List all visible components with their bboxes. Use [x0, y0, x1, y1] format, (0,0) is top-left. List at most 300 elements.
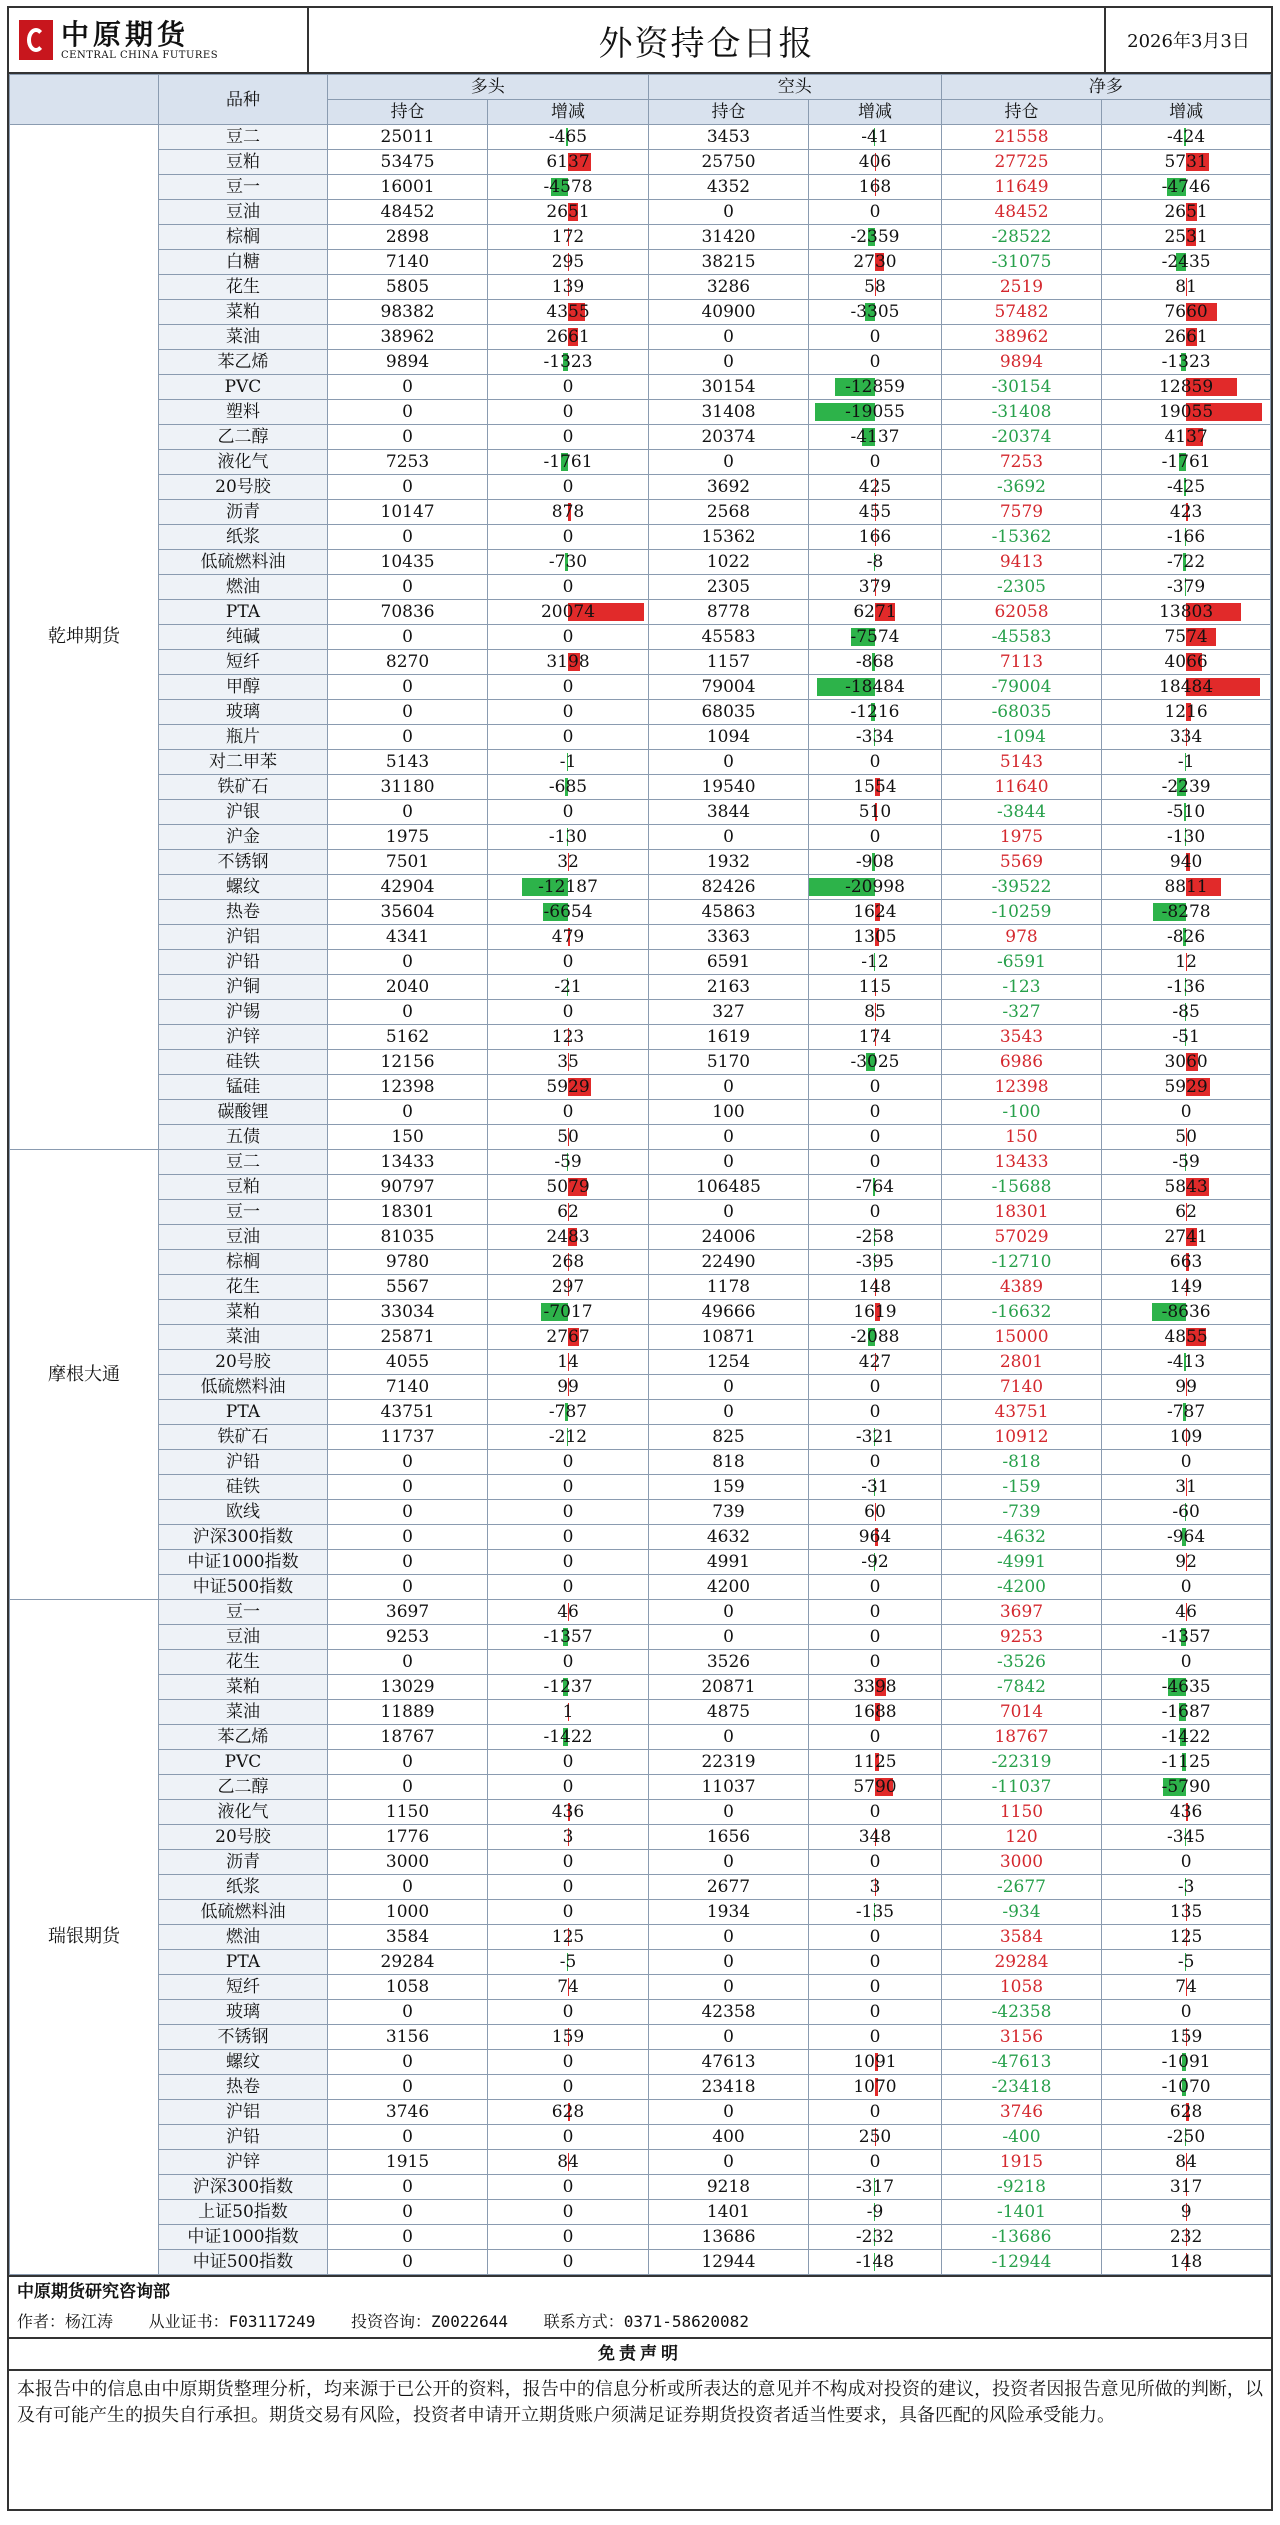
table-row [10, 950, 1271, 975]
short-position: 3286 [648, 275, 808, 300]
product-name: 花生 [159, 1275, 328, 1300]
table-row [10, 1000, 1271, 1025]
change-value: -130 [1167, 827, 1206, 847]
net-position: -739 [941, 1500, 1101, 1525]
long-change [488, 1550, 648, 1575]
change-value: 99 [557, 1377, 579, 1397]
change-value: 0 [562, 2077, 574, 2097]
product-name: 沥青 [159, 500, 328, 525]
long-position: 0 [327, 1875, 487, 1900]
short-position: 47613 [648, 2050, 808, 2075]
long-change [488, 775, 648, 800]
report-date: 2026年3月3日 [1127, 31, 1250, 52]
net-position: 4389 [941, 1275, 1101, 1300]
short-position: 0 [648, 1125, 808, 1150]
long-position: 0 [327, 2250, 487, 2275]
change-value: -413 [1167, 1352, 1206, 1372]
long-position: 0 [327, 400, 487, 425]
long-position: 35604 [327, 900, 487, 925]
long-change [488, 1150, 648, 1175]
change-value: 2767 [546, 1327, 590, 1347]
long-position: 1915 [327, 2150, 487, 2175]
long-change [488, 1075, 648, 1100]
short-change [809, 1900, 942, 1925]
net-change [1102, 2025, 1271, 2050]
net-position: -45583 [941, 625, 1101, 650]
company-logo [9, 8, 309, 72]
short-position: 1401 [648, 2200, 808, 2225]
long-change [488, 500, 648, 525]
change-value: 1091 [853, 2052, 897, 2072]
change-value: -4137 [850, 427, 900, 447]
net-position: -16632 [941, 1300, 1101, 1325]
net-position: 3697 [941, 1600, 1101, 1625]
net-change [1102, 300, 1271, 325]
change-value: 379 [858, 577, 892, 597]
long-position: 7501 [327, 850, 487, 875]
short-change [809, 1825, 942, 1850]
change-value: 166 [858, 527, 892, 547]
short-position: 1157 [648, 650, 808, 675]
table-row [10, 1100, 1271, 1125]
short-position: 13686 [648, 2225, 808, 2250]
net-position: -6591 [941, 950, 1101, 975]
change-value: 123 [551, 1027, 585, 1047]
table-row [10, 1500, 1271, 1525]
long-position: 12156 [327, 1050, 487, 1075]
short-change [809, 2025, 942, 2050]
product-name: 沪深300指数 [159, 1525, 328, 1550]
change-value: 5790 [853, 1777, 897, 1797]
net-position: 57029 [941, 1225, 1101, 1250]
short-change [809, 2000, 942, 2025]
net-position: 2801 [941, 1350, 1101, 1375]
change-value: 2651 [546, 202, 590, 222]
long-position: 81035 [327, 1225, 487, 1250]
change-value: 0 [562, 2227, 574, 2247]
net-position: 1058 [941, 1975, 1101, 2000]
change-value: 0 [869, 2102, 881, 2122]
net-position: 12398 [941, 1075, 1101, 1100]
product-name: 苯乙烯 [159, 350, 328, 375]
net-change [1102, 800, 1271, 825]
net-position: 9413 [941, 550, 1101, 575]
net-change [1102, 1475, 1271, 1500]
short-change [809, 2175, 942, 2200]
product-name: 中证1000指数 [159, 2225, 328, 2250]
product-name: 热卷 [159, 900, 328, 925]
change-value: -232 [855, 2227, 895, 2247]
short-position: 9218 [648, 2175, 808, 2200]
change-value: 5843 [1164, 1177, 1208, 1197]
change-value: 74 [1175, 1977, 1197, 1997]
report-footer [9, 2275, 1271, 2435]
change-value: -425 [1167, 477, 1206, 497]
long-position: 0 [327, 2200, 487, 2225]
long-position: 38962 [327, 325, 487, 350]
long-change [488, 1200, 648, 1225]
product-name: 碳酸锂 [159, 1100, 328, 1125]
long-position: 33034 [327, 1300, 487, 1325]
long-change [488, 1000, 648, 1025]
net-position: 7579 [941, 500, 1101, 525]
net-position: -327 [941, 1000, 1101, 1025]
short-position: 1022 [648, 550, 808, 575]
change-value: -12859 [845, 377, 905, 397]
change-value: 0 [869, 752, 881, 772]
change-value: 334 [1169, 727, 1203, 747]
net-position: -23418 [941, 2075, 1101, 2100]
net-change [1102, 425, 1271, 450]
change-value: 3398 [853, 1677, 897, 1697]
net-change [1102, 900, 1271, 925]
long-position: 0 [327, 700, 487, 725]
change-value: 0 [1180, 1652, 1192, 1672]
net-change [1102, 2175, 1271, 2200]
table-row [10, 1800, 1271, 1825]
long-position: 7140 [327, 250, 487, 275]
net-position: -4200 [941, 1575, 1101, 1600]
change-value: 109 [1169, 1427, 1203, 1447]
long-position: 7253 [327, 450, 487, 475]
short-change [809, 2200, 942, 2225]
change-value: -1070 [1161, 2077, 1211, 2097]
change-value: -136 [1167, 977, 1206, 997]
table-row [10, 850, 1271, 875]
change-value: -1761 [543, 452, 593, 472]
long-position: 4341 [327, 925, 487, 950]
table-row [10, 200, 1271, 225]
net-change [1102, 1025, 1271, 1050]
net-position: 1975 [941, 825, 1101, 850]
short-position: 1619 [648, 1025, 808, 1050]
long-change [488, 1650, 648, 1675]
table-row [10, 2025, 1271, 2050]
change-value: 0 [562, 677, 574, 697]
author-info [9, 2307, 1271, 2337]
change-value: -787 [1167, 1402, 1206, 1422]
short-change [809, 750, 942, 775]
long-change [488, 1875, 648, 1900]
change-value: -12187 [538, 877, 598, 897]
short-change [809, 1850, 942, 1875]
table-row [10, 1025, 1271, 1050]
short-change [809, 1750, 942, 1775]
change-value: -685 [548, 777, 588, 797]
table-row [10, 925, 1271, 950]
long-position: 0 [327, 525, 487, 550]
change-value: 125 [551, 1927, 585, 1947]
table-row [10, 1550, 1271, 1575]
short-change [809, 275, 942, 300]
net-change [1102, 550, 1271, 575]
short-position: 45863 [648, 900, 808, 925]
product-name: 铁矿石 [159, 1425, 328, 1450]
short-change [809, 1500, 942, 1525]
short-position: 0 [648, 1200, 808, 1225]
net-long-header: 净多 [941, 75, 1270, 100]
table-row [10, 2075, 1271, 2100]
change-value: 0 [562, 1877, 574, 1897]
net-change [1102, 925, 1271, 950]
long-position: 11737 [327, 1425, 487, 1450]
product-name: 菜油 [159, 1700, 328, 1725]
net-position: -2305 [941, 575, 1101, 600]
long-position: 0 [327, 1550, 487, 1575]
change-value: -510 [1167, 802, 1206, 822]
product-name: 上证50指数 [159, 2200, 328, 2225]
short-position: 15362 [648, 525, 808, 550]
net-change [1102, 1925, 1271, 1950]
short-position: 4200 [648, 1575, 808, 1600]
short-change [809, 1050, 942, 1075]
product-name: 沪铅 [159, 2125, 328, 2150]
net-change [1102, 1100, 1271, 1125]
product-name: 沪铝 [159, 925, 328, 950]
change-value: 148 [858, 1277, 892, 1297]
long-position: 0 [327, 1500, 487, 1525]
long-position: 25011 [327, 125, 487, 150]
net-position: 5569 [941, 850, 1101, 875]
short-change [809, 2150, 942, 2175]
net-change [1102, 650, 1271, 675]
change-value: 0 [869, 1152, 881, 1172]
short-change [809, 1125, 942, 1150]
long-change [488, 2125, 648, 2150]
change-value: 0 [562, 1577, 574, 1597]
product-name: 燃油 [159, 575, 328, 600]
change-value: 159 [1169, 2027, 1203, 2047]
net-position: 7140 [941, 1375, 1101, 1400]
net-change [1102, 1675, 1271, 1700]
change-value: 50 [1175, 1127, 1197, 1147]
change-value: 0 [562, 2002, 574, 2022]
short-position: 31408 [648, 400, 808, 425]
long-change [488, 400, 648, 425]
long-position: 0 [327, 675, 487, 700]
short-change [809, 300, 942, 325]
net-change [1102, 275, 1271, 300]
change-value: 14 [557, 1352, 579, 1372]
product-name: 对二甲苯 [159, 750, 328, 775]
net-change [1102, 1225, 1271, 1250]
table-row [10, 2250, 1271, 2275]
change-value: 0 [869, 1727, 881, 1747]
net-position: 9253 [941, 1625, 1101, 1650]
change-value: -868 [855, 652, 895, 672]
table-row [10, 1600, 1271, 1625]
short-position: 31420 [648, 225, 808, 250]
short-change [809, 375, 942, 400]
change-value: 628 [551, 2102, 585, 2122]
table-row [10, 1525, 1271, 1550]
change-value: 0 [562, 427, 574, 447]
product-name: 花生 [159, 275, 328, 300]
change-value: 0 [869, 2027, 881, 2047]
change-value: 663 [1169, 1252, 1203, 1272]
table-row [10, 1350, 1271, 1375]
product-name: 短纤 [159, 650, 328, 675]
change-value: 0 [869, 352, 881, 372]
change-value: 84 [1175, 2152, 1197, 2172]
product-name: 沪金 [159, 825, 328, 850]
long-change [488, 2175, 648, 2200]
change-value: 3060 [1164, 1052, 1208, 1072]
long-change [488, 675, 648, 700]
change-value: 0 [1180, 1852, 1192, 1872]
short-change [809, 1375, 942, 1400]
research-department: 中原期货研究咨询部 [17, 2282, 170, 2302]
change-value: 4137 [1164, 427, 1208, 447]
net-position: 150 [941, 1125, 1101, 1150]
product-name: 沪深300指数 [159, 2175, 328, 2200]
long-change [488, 550, 648, 575]
table-row [10, 325, 1271, 350]
short-change [809, 700, 942, 725]
change-value: -3305 [850, 302, 900, 322]
product-name: 20号胶 [159, 1350, 328, 1375]
short-change [809, 150, 942, 175]
long-change [488, 1250, 648, 1275]
net-position: -1094 [941, 725, 1101, 750]
short-position: 1254 [648, 1350, 808, 1375]
net-change [1102, 675, 1271, 700]
long-change [488, 2250, 648, 2275]
long-change [488, 1800, 648, 1825]
net-change-header: 增减 [1102, 100, 1271, 125]
change-value: 125 [1169, 1927, 1203, 1947]
change-value: -18484 [845, 677, 905, 697]
long-change [488, 1475, 648, 1500]
net-change [1102, 325, 1271, 350]
short-position: 3526 [648, 1650, 808, 1675]
short-position: 68035 [648, 700, 808, 725]
change-value: 0 [562, 2177, 574, 2197]
change-value: -5 [559, 1952, 577, 1972]
net-position: 10912 [941, 1425, 1101, 1450]
long-change [488, 1925, 648, 1950]
short-change [809, 2250, 942, 2275]
short-position: 11037 [648, 1775, 808, 1800]
net-position: 21558 [941, 125, 1101, 150]
change-value: 1125 [853, 1752, 897, 1772]
long-position: 53475 [327, 150, 487, 175]
table-row [10, 375, 1271, 400]
net-change [1102, 1200, 1271, 1225]
change-value: 0 [562, 1477, 574, 1497]
net-change [1102, 1825, 1271, 1850]
product-name: 热卷 [159, 2075, 328, 2100]
product-name: 沪锌 [159, 2150, 328, 2175]
change-value: 2741 [1164, 1227, 1208, 1247]
long-header: 多头 [327, 75, 648, 100]
change-value: 0 [562, 1752, 574, 1772]
change-value: 174 [858, 1027, 892, 1047]
short-change [809, 650, 942, 675]
net-change [1102, 1700, 1271, 1725]
net-position: -22319 [941, 1750, 1101, 1775]
short-position: 1094 [648, 725, 808, 750]
change-value: -7574 [850, 627, 900, 647]
short-change [809, 1200, 942, 1225]
change-value: 6137 [546, 152, 590, 172]
product-name: 豆二 [159, 125, 328, 150]
change-value: 423 [1169, 502, 1203, 522]
net-change [1102, 975, 1271, 1000]
change-value: -31 [861, 1477, 889, 1497]
change-value: -787 [548, 1402, 588, 1422]
change-value: 0 [562, 1902, 574, 1922]
net-position: -100 [941, 1100, 1101, 1125]
change-value: 99 [1175, 1377, 1197, 1397]
author: 作者：杨江涛 [17, 2312, 114, 2331]
change-value: 35 [557, 1052, 579, 1072]
change-value: 0 [562, 527, 574, 547]
table-row [10, 1425, 1271, 1450]
table-row [10, 1050, 1271, 1075]
long-position: 90797 [327, 1175, 487, 1200]
short-position: 1656 [648, 1825, 808, 1850]
short-position: 818 [648, 1450, 808, 1475]
change-value: 1216 [1164, 702, 1208, 722]
long-position: 16001 [327, 175, 487, 200]
table-row [10, 1750, 1271, 1775]
long-position: 2898 [327, 225, 487, 250]
short-change [809, 1625, 942, 1650]
short-position: 40900 [648, 300, 808, 325]
product-name: PVC [159, 1750, 328, 1775]
change-value: -1125 [1161, 1752, 1211, 1772]
product-name: 螺纹 [159, 875, 328, 900]
change-value: -6654 [543, 902, 593, 922]
change-value: 348 [858, 1827, 892, 1847]
short-position: 2677 [648, 1875, 808, 1900]
net-position: 11649 [941, 175, 1101, 200]
table-row [10, 225, 1271, 250]
net-position: 2519 [941, 275, 1101, 300]
blank-header-cell [10, 75, 159, 125]
net-position: -10259 [941, 900, 1101, 925]
short-change [809, 250, 942, 275]
short-position: 825 [648, 1425, 808, 1450]
change-value: 0 [869, 1852, 881, 1872]
long-position: 5162 [327, 1025, 487, 1050]
table-row [10, 1825, 1271, 1850]
long-position: 0 [327, 1100, 487, 1125]
net-change [1102, 625, 1271, 650]
long-position: 10435 [327, 550, 487, 575]
net-position: -4632 [941, 1525, 1101, 1550]
table-row [10, 275, 1271, 300]
short-position: 739 [648, 1500, 808, 1525]
net-change [1102, 1400, 1271, 1425]
short-position: 0 [648, 2150, 808, 2175]
net-change [1102, 1500, 1271, 1525]
net-change [1102, 1075, 1271, 1100]
table-row [10, 1625, 1271, 1650]
net-position: -28522 [941, 225, 1101, 250]
change-value: 317 [1169, 2177, 1203, 2197]
table-row [10, 1175, 1271, 1200]
short-change [809, 1550, 942, 1575]
short-change [809, 450, 942, 475]
net-change [1102, 1575, 1271, 1600]
long-change [488, 2100, 648, 2125]
change-value: 0 [869, 1577, 881, 1597]
long-position: 0 [327, 1650, 487, 1675]
long-change [488, 1350, 648, 1375]
change-value: 46 [557, 1602, 579, 1622]
